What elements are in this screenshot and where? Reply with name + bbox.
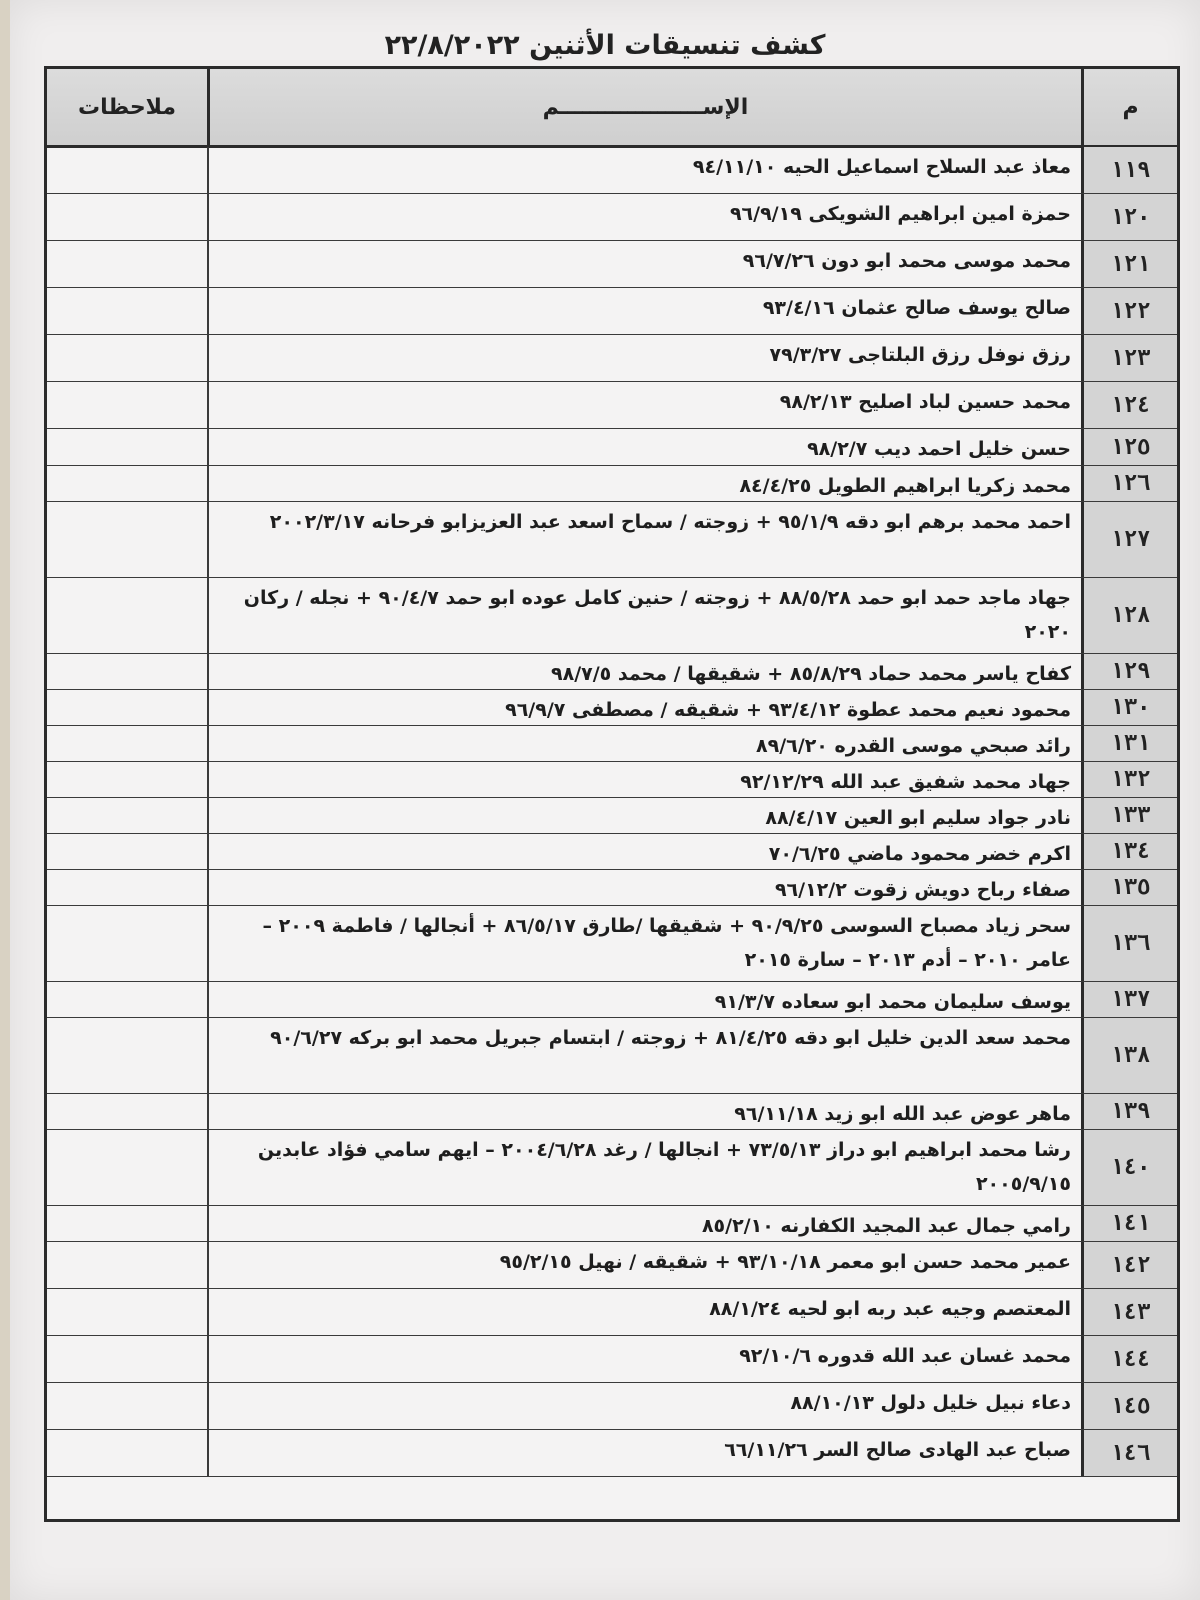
table-row bbox=[47, 1018, 1177, 1094]
row-name-text: ماهر عوض عبد الله ابو زيد ٩٦/١١/١٨ bbox=[734, 1103, 1071, 1125]
row-notes-cell bbox=[47, 834, 207, 869]
row-name-cell bbox=[207, 147, 1081, 193]
row-number: ١٣١ bbox=[1081, 726, 1177, 761]
table-row bbox=[47, 1206, 1177, 1242]
table-row bbox=[47, 241, 1177, 288]
row-number: ١٤٦ bbox=[1081, 1430, 1177, 1476]
row-number: ١٢٢ bbox=[1081, 288, 1177, 334]
row-name-cell bbox=[207, 578, 1081, 653]
row-name-cell bbox=[207, 194, 1081, 240]
row-notes-cell bbox=[47, 466, 207, 501]
row-name-cell bbox=[207, 654, 1081, 689]
row-name-text: صفاء رباح دويش زقوت ٩٦/١٢/٢ bbox=[774, 879, 1071, 901]
row-notes-cell bbox=[47, 1383, 207, 1429]
row-name-cell bbox=[207, 335, 1081, 381]
table-row bbox=[47, 1289, 1177, 1336]
row-name-text: رائد صبحي موسى القدره ٨٩/٦/٢٠ bbox=[756, 735, 1071, 757]
row-number: ١٣٨ bbox=[1081, 1018, 1177, 1093]
row-name-cell bbox=[207, 1206, 1081, 1241]
row-name-cell bbox=[207, 429, 1081, 465]
row-notes-cell bbox=[47, 288, 207, 334]
header-name: الإســـــــــــــــــــم bbox=[207, 69, 1081, 145]
table-row bbox=[47, 726, 1177, 762]
row-name-cell bbox=[207, 1383, 1081, 1429]
row-number: ١٣٦ bbox=[1081, 906, 1177, 981]
row-name-text: محمد زكريا ابراهيم الطويل ٨٤/٤/٢٥ bbox=[739, 475, 1071, 497]
row-name-cell bbox=[207, 1094, 1081, 1129]
table-row bbox=[47, 982, 1177, 1018]
row-notes-cell bbox=[47, 982, 207, 1017]
page-title: كشف تنسيقات الأثنين ٢٢/٨/٢٠٢٢ bbox=[384, 30, 826, 61]
row-notes-cell bbox=[47, 1336, 207, 1382]
row-name-text: محمد سعد الدين خليل ابو دقه ٨١/٤/٢٥ + زوجته / ابتسام جبريل محمد ابو بركه ٩٠/٦/٢٧ bbox=[270, 1027, 1071, 1049]
row-number: ١٤٢ bbox=[1081, 1242, 1177, 1288]
names-table bbox=[44, 66, 1180, 1522]
row-name-text: رزق نوفل رزق البلتاجى ٧٩/٣/٢٧ bbox=[769, 344, 1071, 366]
row-name-cell bbox=[207, 1242, 1081, 1288]
row-name-cell bbox=[207, 1018, 1081, 1093]
table-row bbox=[47, 382, 1177, 429]
row-name-text: نادر جواد سليم ابو العين ٨٨/٤/١٧ bbox=[765, 807, 1071, 829]
row-name-text: حسن خليل احمد ديب ٩٨/٢/٧ bbox=[807, 438, 1071, 460]
row-name-text: محمد موسى محمد ابو دون ٩٦/٧/٢٦ bbox=[742, 250, 1071, 272]
row-name-text: جهاد ماجد حمد ابو حمد ٨٨/٥/٢٨ + زوجته / حنين كامل عوده ابو حمد ٩٠/٤/٧ + نجله / ركان ٢٠٢٠ bbox=[243, 587, 1071, 643]
row-number: ١٢٨ bbox=[1081, 578, 1177, 653]
table-row bbox=[47, 834, 1177, 870]
row-name-cell bbox=[207, 1289, 1081, 1335]
row-name-cell bbox=[207, 382, 1081, 428]
row-number: ١٢١ bbox=[1081, 241, 1177, 287]
row-name-text: صباح عبد الهادى صالح السر ٦٦/١١/٢٦ bbox=[724, 1439, 1071, 1461]
row-name-text: محمد غسان عبد الله قدوره ٩٢/١٠/٦ bbox=[739, 1345, 1071, 1367]
row-name-text: دعاء نبيل خليل دلول ٨٨/١٠/١٣ bbox=[790, 1392, 1071, 1414]
table-row bbox=[47, 1242, 1177, 1289]
table-row bbox=[47, 502, 1177, 578]
table-row bbox=[47, 1130, 1177, 1206]
row-name-cell bbox=[207, 762, 1081, 797]
row-name-cell bbox=[207, 1336, 1081, 1382]
table-row bbox=[47, 1336, 1177, 1383]
paper-sheet bbox=[10, 0, 1200, 1600]
table-row bbox=[47, 288, 1177, 335]
table-row bbox=[47, 906, 1177, 982]
header-number: م bbox=[1081, 69, 1177, 145]
row-notes-cell bbox=[47, 578, 207, 653]
row-name-text: سحر زياد مصباح السوسى ٩٠/٩/٢٥ + شقيقها /طارق ٨٦/٥/١٧ + أنجالها / فاطمة ٢٠٠٩ – عامر ٢٠١٠ – أدم ٢٠١٣ – سارة ٢٠١٥ bbox=[262, 915, 1071, 971]
row-name-text: رشا محمد ابراهيم ابو دراز ٧٣/٥/١٣ + انجالها / رغد ٢٠٠٤/٦/٢٨ – ايهم سامي فؤاد عابدين ٢٠٠٥/٩/١٥ bbox=[257, 1139, 1071, 1195]
row-number: ١٣٠ bbox=[1081, 690, 1177, 725]
row-notes-cell bbox=[47, 194, 207, 240]
row-number: ١٢٥ bbox=[1081, 429, 1177, 465]
row-name-text: احمد محمد برهم ابو دقه ٩٥/١/٩ + زوجته / سماح اسعد عبد العزيزابو فرحانه ٢٠٠٢/٣/١٧ bbox=[269, 511, 1071, 533]
row-number: ١٤٣ bbox=[1081, 1289, 1177, 1335]
row-notes-cell bbox=[47, 382, 207, 428]
row-number: ١٤٠ bbox=[1081, 1130, 1177, 1205]
row-number: ١٢٦ bbox=[1081, 466, 1177, 501]
table-row bbox=[47, 1383, 1177, 1430]
row-name-text: محمد حسين لباد اصليح ٩٨/٢/١٣ bbox=[779, 391, 1071, 413]
row-notes-cell bbox=[47, 1094, 207, 1129]
row-notes-cell bbox=[47, 906, 207, 981]
row-number: ١٢٧ bbox=[1081, 502, 1177, 577]
row-name-cell bbox=[207, 288, 1081, 334]
row-name-text: يوسف سليمان محمد ابو سعاده ٩١/٣/٧ bbox=[714, 991, 1071, 1013]
table-row bbox=[47, 335, 1177, 382]
row-name-cell bbox=[207, 1430, 1081, 1476]
row-name-cell bbox=[207, 466, 1081, 501]
row-notes-cell bbox=[47, 870, 207, 905]
row-name-cell bbox=[207, 690, 1081, 725]
row-name-cell bbox=[207, 798, 1081, 833]
table-row bbox=[47, 1430, 1177, 1477]
row-name-text: معاذ عبد السلاح اسماعيل الحيه ٩٤/١١/١٠ bbox=[692, 156, 1071, 178]
table-row bbox=[47, 870, 1177, 906]
row-notes-cell bbox=[47, 690, 207, 725]
row-notes-cell bbox=[47, 335, 207, 381]
row-notes-cell bbox=[47, 1430, 207, 1476]
row-name-cell bbox=[207, 726, 1081, 761]
row-name-cell bbox=[207, 906, 1081, 981]
row-name-cell bbox=[207, 870, 1081, 905]
row-name-text: محمود نعيم محمد عطوة ٩٣/٤/١٢ + شقيقه / مصطفى ٩٦/٩/٧ bbox=[505, 699, 1071, 721]
row-name-text: صالح يوسف صالح عثمان ٩٣/٤/١٦ bbox=[762, 297, 1071, 319]
row-number: ١٢٣ bbox=[1081, 335, 1177, 381]
row-name-text: جهاد محمد شفيق عبد الله ٩٢/١٢/٢٩ bbox=[740, 771, 1071, 793]
row-name-text: رامي جمال عبد المجيد الكفارنه ٨٥/٢/١٠ bbox=[701, 1215, 1071, 1237]
table-header bbox=[47, 69, 1177, 148]
row-notes-cell bbox=[47, 1289, 207, 1335]
row-name-cell bbox=[207, 502, 1081, 577]
row-notes-cell bbox=[47, 1130, 207, 1205]
header-notes: ملاحظات bbox=[78, 94, 176, 120]
row-name-cell bbox=[207, 982, 1081, 1017]
row-number: ١٣٧ bbox=[1081, 982, 1177, 1017]
row-name-text: كفاح ياسر محمد حماد ٨٥/٨/٢٩ + شقيقها / محمد ٩٨/٧/٥ bbox=[551, 663, 1071, 685]
row-number: ١٣٢ bbox=[1081, 762, 1177, 797]
table-row bbox=[47, 466, 1177, 502]
row-notes-cell bbox=[47, 1206, 207, 1241]
table-body bbox=[47, 147, 1177, 1477]
row-notes-cell bbox=[47, 147, 207, 193]
row-name-text: عمير محمد حسن ابو معمر ٩٣/١٠/١٨ + شقيقه / نهيل ٩٥/٢/١٥ bbox=[499, 1251, 1071, 1273]
row-notes-cell bbox=[47, 1018, 207, 1093]
row-number: ١٤٤ bbox=[1081, 1336, 1177, 1382]
row-number: ١٢٩ bbox=[1081, 654, 1177, 689]
row-number: ١٢٠ bbox=[1081, 194, 1177, 240]
row-notes-cell bbox=[47, 1242, 207, 1288]
table-row bbox=[47, 578, 1177, 654]
table-row bbox=[47, 1094, 1177, 1130]
table-row bbox=[47, 654, 1177, 690]
table-row bbox=[47, 429, 1177, 466]
table-row bbox=[47, 194, 1177, 241]
row-name-text: المعتصم وجيه عبد ربه ابو لحيه ٨٨/١/٢٤ bbox=[709, 1298, 1071, 1320]
row-notes-cell bbox=[47, 726, 207, 761]
row-notes-cell bbox=[47, 798, 207, 833]
row-notes-cell bbox=[47, 762, 207, 797]
row-number: ١١٩ bbox=[1081, 147, 1177, 193]
row-number: ١٣٥ bbox=[1081, 870, 1177, 905]
row-name-cell bbox=[207, 1130, 1081, 1205]
row-number: ١٣٤ bbox=[1081, 834, 1177, 869]
row-notes-cell bbox=[47, 429, 207, 465]
row-notes-cell bbox=[47, 502, 207, 577]
row-number: ١٤١ bbox=[1081, 1206, 1177, 1241]
row-number: ١٣٣ bbox=[1081, 798, 1177, 833]
row-name-text: اكرم خضر محمود ماضي ٧٠/٦/٢٥ bbox=[768, 843, 1071, 865]
row-notes-cell bbox=[47, 241, 207, 287]
row-name-cell bbox=[207, 834, 1081, 869]
row-name-cell bbox=[207, 241, 1081, 287]
table-row bbox=[47, 798, 1177, 834]
table-row bbox=[47, 690, 1177, 726]
row-number: ١٤٥ bbox=[1081, 1383, 1177, 1429]
row-name-text: حمزة امين ابراهيم الشويكى ٩٦/٩/١٩ bbox=[729, 203, 1071, 225]
row-number: ١٣٩ bbox=[1081, 1094, 1177, 1129]
row-number: ١٢٤ bbox=[1081, 382, 1177, 428]
table-row bbox=[47, 762, 1177, 798]
table-row bbox=[47, 147, 1177, 194]
row-notes-cell bbox=[47, 654, 207, 689]
